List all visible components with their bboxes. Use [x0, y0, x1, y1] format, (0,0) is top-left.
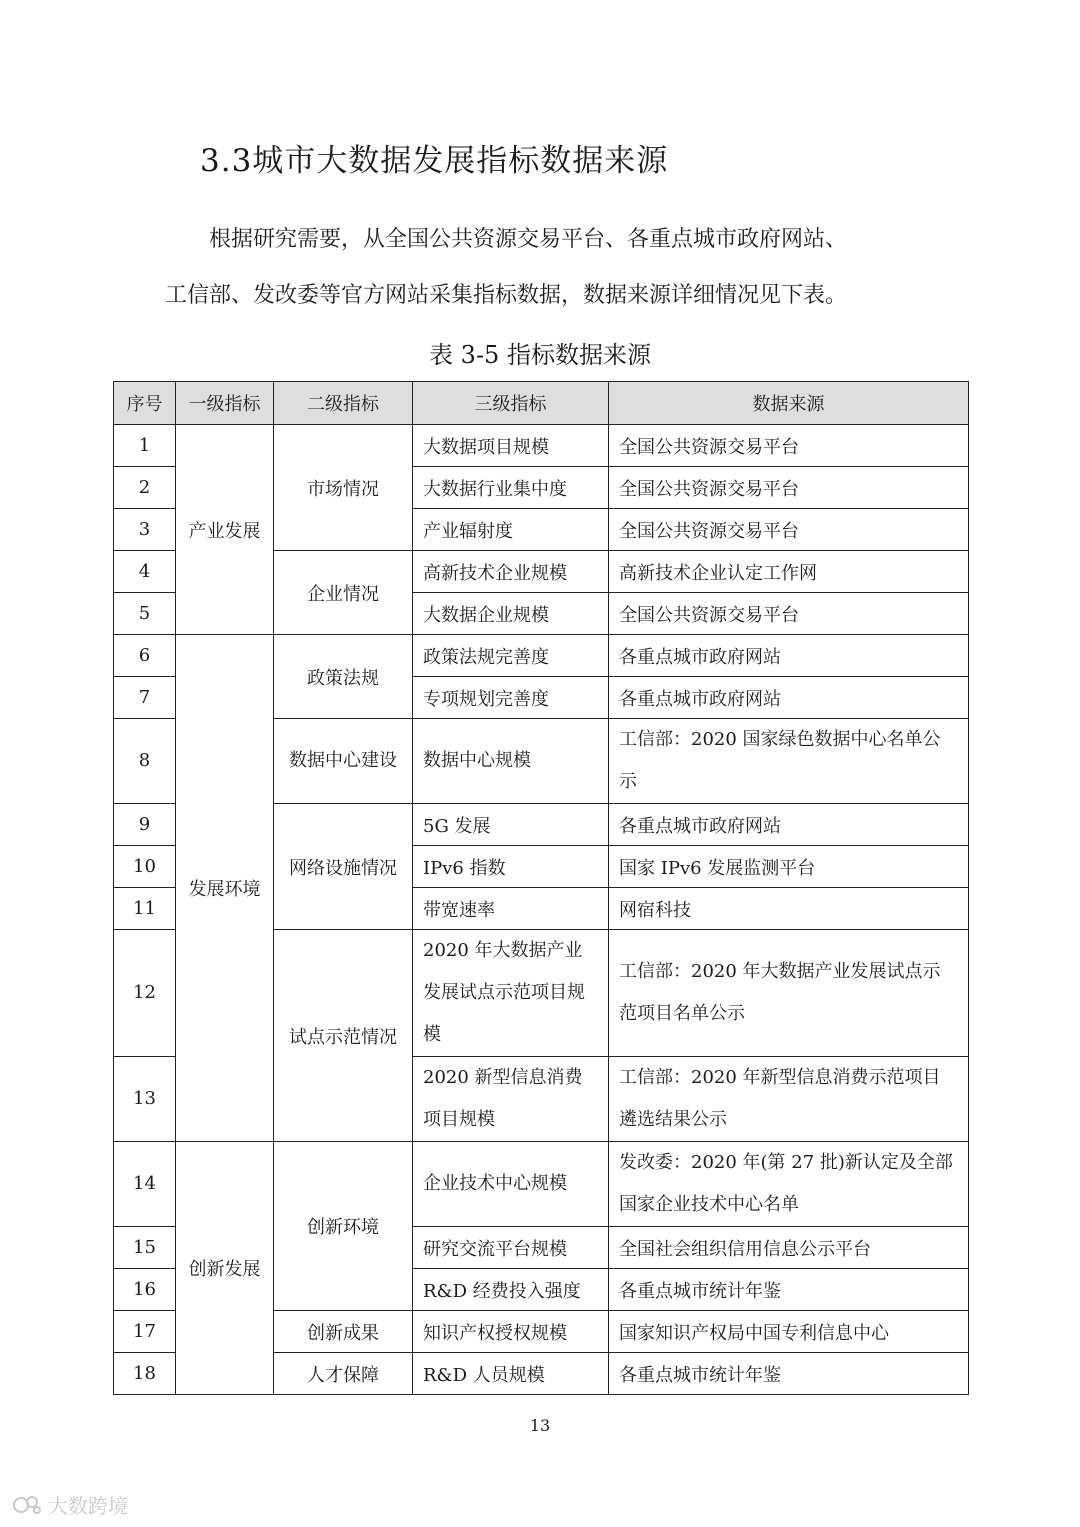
source-cell: 全国公共资源交易平台 [609, 509, 969, 551]
level3-cell: R&D 人员规模 [413, 1353, 609, 1395]
source-cell: 工信部：2020 国家绿色数据中心名单公示 [609, 719, 969, 804]
level2-cell: 数据中心建设 [274, 719, 413, 804]
source-cell: 各重点城市政府网站 [609, 804, 969, 846]
row-no: 18 [114, 1353, 176, 1395]
row-no: 7 [114, 677, 176, 719]
row-no: 9 [114, 804, 176, 846]
row-no: 17 [114, 1311, 176, 1353]
level2-cell: 政策法规 [274, 635, 413, 719]
source-cell: 工信部：2020 年大数据产业发展试点示范项目名单公示 [609, 930, 969, 1057]
intro-paragraph-line-1 [165, 212, 965, 268]
level1-cell: 发展环境 [176, 635, 274, 1142]
source-cell: 国家知识产权局中国专利信息中心 [609, 1311, 969, 1353]
table-row [114, 635, 969, 677]
level3-cell: 2020 新型信息消费项目规模 [413, 1057, 609, 1142]
table-row [114, 425, 969, 467]
level3-cell: 大数据行业集中度 [413, 467, 609, 509]
row-no: 11 [114, 888, 176, 930]
level3-cell: 企业技术中心规模 [413, 1142, 609, 1227]
level3-cell: IPv6 指数 [413, 846, 609, 888]
indicator-source-table [113, 381, 969, 1395]
level3-cell: 产业辐射度 [413, 509, 609, 551]
level3-cell: 大数据项目规模 [413, 425, 609, 467]
source-cell: 全国公共资源交易平台 [609, 593, 969, 635]
intro-paragraph-line-2 [165, 268, 965, 324]
source-cell: 全国公共资源交易平台 [609, 425, 969, 467]
source-cell: 各重点城市政府网站 [609, 635, 969, 677]
row-no: 6 [114, 635, 176, 677]
row-no: 12 [114, 930, 176, 1057]
watermark [12, 1490, 128, 1519]
watermark-logo-icon [12, 1493, 42, 1517]
intro-text-2: 工信部、发改委等官方网站采集指标数据，数据来源详细情况见下表。 [165, 283, 848, 308]
row-no: 15 [114, 1227, 176, 1269]
level3-cell: 政策法规完善度 [413, 635, 609, 677]
header-level3: 三级指标 [413, 382, 609, 425]
row-no: 1 [114, 425, 176, 467]
level3-cell: 研究交流平台规模 [413, 1227, 609, 1269]
source-cell: 各重点城市统计年鉴 [609, 1269, 969, 1311]
level3-cell: 带宽速率 [413, 888, 609, 930]
level3-cell: 2020 年大数据产业发展试点示范项目规模 [413, 930, 609, 1057]
header-level2: 二级指标 [274, 382, 413, 425]
header-source: 数据来源 [609, 382, 969, 425]
level3-cell: 5G 发展 [413, 804, 609, 846]
level2-cell: 人才保障 [274, 1353, 413, 1395]
level2-cell: 市场情况 [274, 425, 413, 551]
level2-cell: 企业情况 [274, 551, 413, 635]
source-cell: 网宿科技 [609, 888, 969, 930]
level3-cell: 数据中心规模 [413, 719, 609, 804]
intro-text-1: 根据研究需要，从全国公共资源交易平台、各重点城市政府网站、 [209, 227, 848, 252]
level2-cell: 创新环境 [274, 1142, 413, 1311]
row-no: 13 [114, 1057, 176, 1142]
level2-cell: 网络设施情况 [274, 804, 413, 930]
source-cell: 各重点城市统计年鉴 [609, 1353, 969, 1395]
page-number: 13 [529, 1416, 551, 1435]
row-no: 3 [114, 509, 176, 551]
row-no: 2 [114, 467, 176, 509]
source-cell: 工信部：2020 年新型信息消费示范项目遴选结果公示 [609, 1057, 969, 1142]
source-cell: 各重点城市政府网站 [609, 677, 969, 719]
source-cell: 发改委：2020 年(第 27 批)新认定及全部国家企业技术中心名单 [609, 1142, 969, 1227]
table-caption: 表 3-5 指标数据来源 [429, 341, 651, 369]
source-cell: 高新技术企业认定工作网 [609, 551, 969, 593]
table-row [114, 1142, 969, 1227]
row-no: 10 [114, 846, 176, 888]
level3-cell: 高新技术企业规模 [413, 551, 609, 593]
source-cell: 全国社会组织信用信息公示平台 [609, 1227, 969, 1269]
header-level1: 一级指标 [176, 382, 274, 425]
table-header-row [114, 382, 969, 425]
level1-cell: 产业发展 [176, 425, 274, 635]
row-no: 8 [114, 719, 176, 804]
row-no: 5 [114, 593, 176, 635]
source-cell: 国家 IPv6 发展监测平台 [609, 846, 969, 888]
level2-cell: 创新成果 [274, 1311, 413, 1353]
row-no: 4 [114, 551, 176, 593]
header-no: 序号 [114, 382, 176, 425]
watermark-text: 大数跨境 [48, 1494, 128, 1518]
level2-cell: 试点示范情况 [274, 930, 413, 1142]
level3-cell: R&D 经费投入强度 [413, 1269, 609, 1311]
level3-cell: 大数据企业规模 [413, 593, 609, 635]
section-heading: 3.3城市大数据发展指标数据来源 [200, 143, 669, 179]
row-no: 14 [114, 1142, 176, 1227]
level3-cell: 专项规划完善度 [413, 677, 609, 719]
level1-cell: 创新发展 [176, 1142, 274, 1395]
source-cell: 全国公共资源交易平台 [609, 467, 969, 509]
row-no: 16 [114, 1269, 176, 1311]
level3-cell: 知识产权授权规模 [413, 1311, 609, 1353]
